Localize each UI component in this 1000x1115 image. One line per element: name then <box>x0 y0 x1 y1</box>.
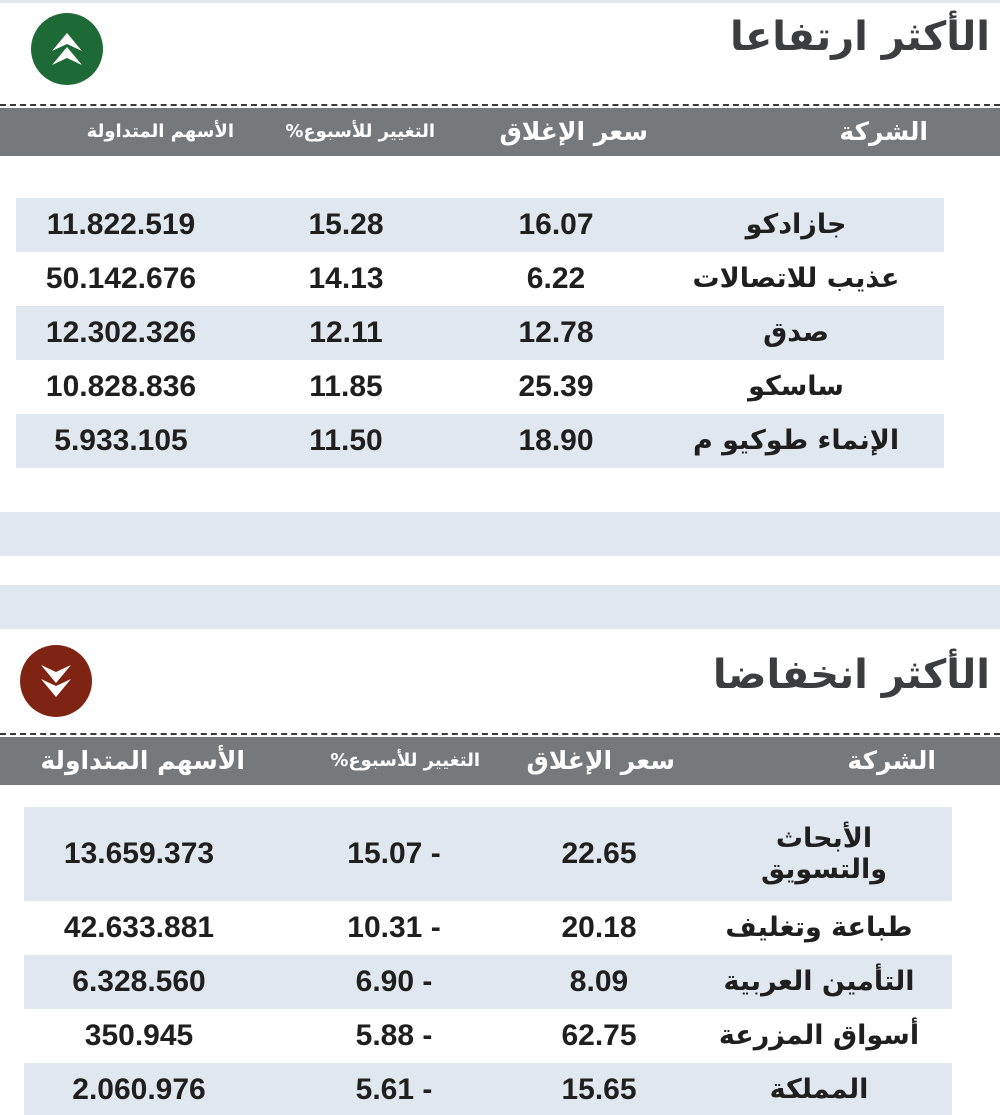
traded-shares: 11.822.519 <box>46 208 196 241</box>
table-row <box>24 901 952 955</box>
weekly-change: 10.31 - <box>347 911 441 944</box>
losers-table-header <box>0 737 1000 785</box>
close-price: 25.39 <box>518 370 594 403</box>
traded-shares: 12.302.326 <box>45 316 197 349</box>
weekly-change: 5.61 - <box>355 1073 433 1106</box>
close-price: 16.07 <box>518 208 594 241</box>
table-row <box>16 252 944 306</box>
weekly-change: 6.90 - <box>355 965 433 998</box>
table-row <box>24 955 952 1009</box>
top-divider-strip <box>0 0 1000 3</box>
close-price: 18.90 <box>518 424 594 457</box>
close-price: 62.75 <box>561 1019 637 1052</box>
column-header-close-price: سعر الإغلاق <box>526 746 675 775</box>
weekly-change: 11.50 <box>309 424 383 457</box>
double-chevron-down-icon <box>20 645 92 717</box>
traded-shares: 6.328.560 <box>72 965 206 998</box>
column-header-traded-shares: الأسهم المتداولة <box>40 746 245 775</box>
traded-shares: 350.945 <box>84 1019 194 1052</box>
spacer-band <box>0 512 1000 556</box>
weekly-change: 11.85 <box>309 370 383 403</box>
weekly-change: 12.11 <box>309 316 383 349</box>
close-price: 12.78 <box>518 316 594 349</box>
weekly-change: 15.28 <box>308 208 384 241</box>
weekly-change: 14.13 <box>308 262 384 295</box>
company-name: المملكة <box>769 1074 869 1106</box>
column-header-traded-shares: الأسهم المتداولة <box>86 121 234 142</box>
close-price: 6.22 <box>526 262 586 295</box>
traded-shares: 13.659.373 <box>63 837 215 870</box>
spacer-band <box>0 585 1000 629</box>
company-name: طباعة وتغليف <box>725 912 913 944</box>
company-name: عذيب للاتصالات <box>692 263 900 295</box>
losers-title: الأكثر انخفاضا <box>712 652 990 698</box>
company-name: ساسكو <box>748 371 844 403</box>
table-row <box>24 1009 952 1063</box>
losers-table-body <box>24 807 952 1115</box>
close-price: 8.09 <box>569 965 629 998</box>
column-header-weekly-change: التغيير للأسبوع% <box>285 121 435 142</box>
double-chevron-up-icon <box>31 13 103 85</box>
company-name: التأمين العربية <box>723 966 915 998</box>
company-name: صدق <box>763 317 829 349</box>
traded-shares: 42.633.881 <box>63 911 215 944</box>
company-name: جازادكو <box>745 209 847 241</box>
table-row <box>16 306 944 360</box>
dashed-divider <box>0 104 1000 106</box>
close-price: 20.18 <box>561 911 637 944</box>
gainers-table-body <box>16 198 944 468</box>
table-row <box>24 1063 952 1115</box>
traded-shares: 5.933.105 <box>54 424 188 457</box>
company-name: الأبحاث والتسويق <box>760 822 888 885</box>
traded-shares: 10.828.836 <box>45 370 197 403</box>
company-name: أسواق المزرعة <box>718 1020 920 1052</box>
dashed-divider <box>0 733 1000 735</box>
company-name: الإنماء طوكيو م <box>692 425 900 457</box>
weekly-change: 5.88 - <box>355 1019 433 1052</box>
traded-shares: 50.142.676 <box>45 262 197 295</box>
table-row <box>16 360 944 414</box>
close-price: 22.65 <box>561 837 637 870</box>
column-header-company: الشركة <box>847 746 936 775</box>
gainers-title: الأكثر ارتفاعا <box>729 14 990 60</box>
column-header-company: الشركة <box>839 117 928 146</box>
weekly-change: 15.07 - <box>347 837 441 870</box>
table-row <box>24 807 952 901</box>
traded-shares: 2.060.976 <box>72 1073 206 1106</box>
gainers-table-header <box>0 108 1000 156</box>
table-row <box>16 198 944 252</box>
table-row <box>16 414 944 468</box>
column-header-weekly-change: التغيير للأسبوع% <box>330 750 480 771</box>
close-price: 15.65 <box>561 1073 637 1106</box>
column-header-close-price: سعر الإغلاق <box>499 117 648 146</box>
